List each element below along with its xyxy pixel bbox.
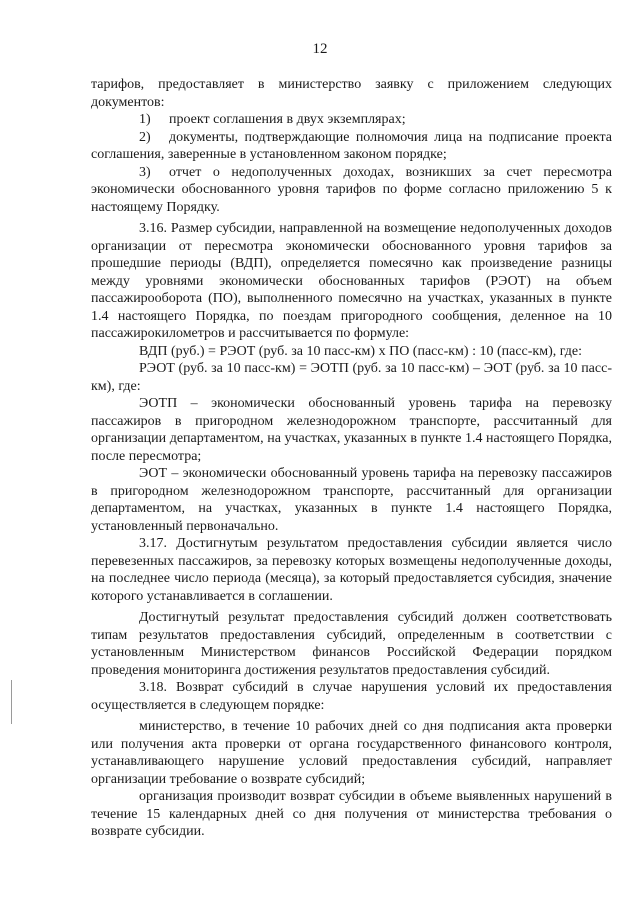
document-body [91,76,612,841]
paragraph-3-18: 3.18. Возврат субсидий в случае нарушения условий их предоставления осуществляется в следующем порядке: [91,680,612,713]
list-item-3 [91,164,612,217]
list-item-3-text: отчет о недополученных доходах, возникших за счет пересмотра экономически обоснованного уровня тарифов по форме согласно приложению 5 к настоящему Порядку. [91,164,612,215]
formula-vdp: ВДП (руб.) = РЭОТ (руб. за 10 пасс-км) x ПО (пасс-км) : 10 (пасс-км), где: [139,343,583,359]
list-item-1-text: проект соглашения в двух экземплярах; [169,112,406,127]
scan-margin-mark [11,680,12,724]
definition-eot: ЭОТ – экономически обоснованный уровень тарифа на перевозку пассажиров в пригородном железнодорожном транспорте, рассчитанный для организации департаментом, на участках, указанных в пункте 1.4 настоящего Порядка, установленный первоначально. [91,466,612,534]
paragraph-3-17: 3.17. Достигнутым результатом предоставления субсидии является число перевезенных пассажиров, за перевозку которых возмещены недополученные доходы, на последнее число периода (месяца), за который предоставляется субсидия, значение которого устанавливается в соглашении. [91,536,612,604]
intro-paragraph: тарифов, предоставляет в министерство заявку с приложением следующих документов: [91,77,612,110]
formula-reot: РЭОТ (руб. за 10 пасс-км) = ЭОТП (руб. за 10 пасс-км) – ЭОТ (руб. за 10 пасс-км), где: [91,361,612,394]
page-number: 12 [312,41,328,57]
list-item-2 [91,129,612,164]
list-item-2-text: документы, подтверждающие полномочия лица на подписание проекта соглашения, заверенные в установленном законом порядке; [91,129,612,162]
paragraph-3-18-ministry: министерство, в течение 10 рабочих дней со дня подписания акта проверки или получения акта проверки от органа государственного финансового контроля, устанавливающего нарушение условий предоставления субсидий, направляет организации требование о возврате субсидий; [91,719,612,787]
paragraph-3-18-organization: организация производит возврат субсидии в объеме выявленных нарушений в течение 15 календарных дней со дня получения от министерства требования о возврате субсидии. [91,789,612,839]
definition-eotp: ЭОТП – экономически обоснованный уровень тарифа на перевозку пассажиров в пригородном железнодорожном транспорте, рассчитанный для организации департаментом, на участках, указанных в пункте 1.4 настоящего Порядка, после пересмотра; [91,396,612,464]
paragraph-3-17-result: Достигнутый результат предоставления субсидий должен соответствовать типам результатов предоставления субсидий, определенным в соответствии с установленным Министерством финансов Российской Федерации порядком проведения мониторинга достижения результатов предоставления субсидий. [91,610,612,678]
list-item-2-number: 2) [139,129,151,145]
list-item-1-number: 1) [139,112,151,127]
paragraph-3-16: 3.16. Размер субсидии, направленной на возмещение недополученных доходов организации от пересмотра экономически обоснованного уровня тарифов за прошедшие периоды (ВДП), определяется помесячно как произведение разницы между уровнями экономически обоснованных тарифов (РЭОТ) на объем пассажирооборота (ПО), выполненного помесячно на участках, указанных в пункте 1.4 настоящего Порядка, по поездам пригородного сообщения, деленное на 10 пассажирокилометров и рассчитывается по формуле: [91,221,612,341]
list-item-3-number: 3) [139,164,151,180]
list-item-1 [91,111,612,129]
